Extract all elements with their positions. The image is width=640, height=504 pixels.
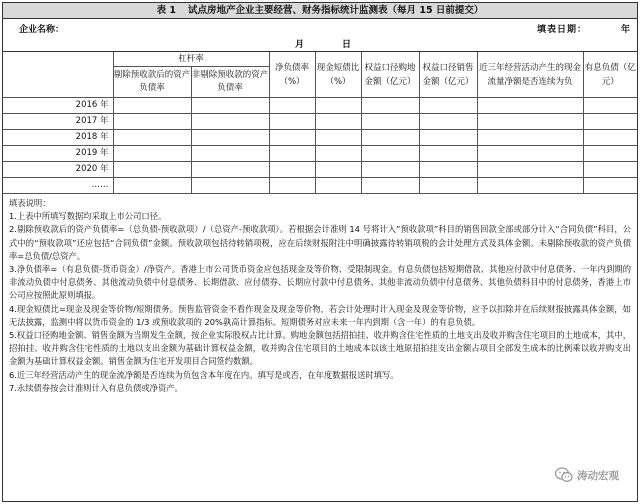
instruction-item: 6.近三年经营活动产生的现金流净额是否连续为负包含本年度在内。填写是或否，在年度数据报送时填写。 [9, 369, 399, 380]
table-cell [361, 114, 419, 130]
table-cell [419, 98, 477, 114]
table-cell [191, 146, 269, 162]
table-cell [191, 162, 269, 178]
table-cell [113, 98, 191, 114]
watermark-text: 涛动宏观 [577, 469, 619, 482]
table-cell [361, 98, 419, 114]
table-row [3, 146, 637, 162]
instruction-item: 3.净负债率=（有息负债-货币资金）/净资产。香港上市公司货币资金应包括现金及等价物、受限制现金。有息负债包括短期借款、其他应付款中付息债务、一年内到期的非流动负债中付息债务、其他流动负债中付息债务、长期借款、应付债券、长期应付款中付息债务、其他非流动负债中付息债务、其他负债科目中的付息债务，香港上市公司应按照此原则填报。 [9, 264, 631, 301]
table-cell [419, 162, 477, 178]
instructions-heading: 填表说明： [9, 198, 51, 208]
table-cell [269, 146, 315, 162]
table-cell [315, 146, 361, 162]
table-cell [361, 162, 419, 178]
fill-date-label: 填表日期： [536, 25, 587, 35]
table-cell [583, 162, 637, 178]
table-cell [269, 114, 315, 130]
wechat-icon [555, 467, 573, 483]
table-cell [191, 130, 269, 146]
table-cell [361, 178, 419, 194]
watermark [555, 467, 619, 483]
fill-month-day [295, 37, 351, 50]
table-cell [583, 146, 637, 162]
table-cell [269, 98, 315, 114]
table-cell [113, 162, 191, 178]
table-row [3, 114, 637, 130]
header-adjusted-liability-ratio: 剔除预收款后的资产负债率 [113, 67, 191, 98]
table-cell [583, 130, 637, 146]
indicator-table [3, 52, 637, 194]
row-year-label: 2016 年 [3, 98, 113, 114]
fill-day-label: 日 [342, 40, 352, 50]
table-row [3, 162, 637, 178]
table-cell [361, 130, 419, 146]
statistics-form-sheet [2, 2, 638, 502]
table-cell [269, 130, 315, 146]
header-unadjusted-liability-ratio: 非剔除预收款的资产负债率 [191, 67, 269, 98]
instruction-item: 4.现金短债比=现金及现金等价物/短期债务。预售监管资金不看作现金及现金等价物，若会计处理时计入现金及现金等价物，应予以扣除并在后续财报披露具体金额，如无法披露，监测中将以货币资金的 1/3 或预收款项的 20%孰高计算指标。短期债务对应未来一年内到期（含一年）的有息负债。 [9, 303, 631, 327]
table-cell [419, 130, 477, 146]
table-cell [583, 178, 637, 194]
company-name-label: 企业名称： [19, 25, 65, 35]
table-cell [477, 162, 583, 178]
table-cell [477, 146, 583, 162]
row-year-label: 2019 年 [3, 146, 113, 162]
header-sales-amount: 权益口径销售金额（亿元） [419, 52, 477, 98]
table-cell [269, 178, 315, 194]
table-cell [477, 114, 583, 130]
table-row [3, 130, 637, 146]
table-row [3, 98, 637, 114]
instruction-item: 5.权益口径购地金额、销售金额为当期发生金额，按企业实际股权占比计算。购地金额包括招拍挂、收并购含住宅性质的土地支出及收并购含住宅项目的土地成本，其中，招拍挂、收并购含住宅性质的土地以支出金额为基础计算权益金额，收并购含住宅项目的土地成本以该土地原招拍挂支出金额占项目全部发生成本的比例乘以收并购支出金额为基础计算权益金额。销售金额为住宅开发项目合同签约数额。 [9, 330, 631, 367]
table-cell [583, 98, 637, 114]
filling-instructions [3, 194, 637, 461]
header-cashflow-negative: 近三年经营活动产生的现金流量净额是否连续为负 [477, 52, 583, 98]
table-cell [361, 146, 419, 162]
header-net-debt-ratio: 净负债率（%） [269, 52, 315, 98]
header-interest-bearing-debt: 有息负债（亿元） [583, 52, 637, 98]
form-title [3, 3, 637, 19]
table-cell [113, 146, 191, 162]
table-cell [419, 178, 477, 194]
table-cell [477, 98, 583, 114]
table-row [3, 178, 637, 194]
fill-date-field [537, 22, 631, 35]
row-year-label: 2020 年 [3, 162, 113, 178]
title-text: 试点房地产企业主要经营、财务指标统计监测表（每月 15 日前提交） [188, 5, 484, 16]
table-cell [269, 162, 315, 178]
table-cell [113, 130, 191, 146]
table-cell [477, 130, 583, 146]
table-cell [315, 98, 361, 114]
table-cell [191, 178, 269, 194]
row-year-label: 2018 年 [3, 130, 113, 146]
fill-month-label: 月 [295, 40, 305, 50]
table-cell [113, 114, 191, 130]
fill-year-label: 年 [620, 25, 631, 35]
table-cell [315, 130, 361, 146]
form-meta [3, 19, 637, 52]
table-cell [477, 178, 583, 194]
row-year-label: 2017 年 [3, 114, 113, 130]
table-cell [315, 162, 361, 178]
instruction-item: 1.上表中所填写数据均采取上市公司口径。 [9, 211, 167, 222]
table-cell [315, 178, 361, 194]
table-cell [191, 98, 269, 114]
header-corner [3, 52, 113, 98]
table-cell [419, 146, 477, 162]
instruction-item: 2.剔除预收款后的资产负债率=（总负债-预收款项）/（总资产-预收款项）。若根据会计准则 14 号将计入“预收款项”科目的销售回款全部或部分计入“合同负债”科目，公式中的“预收款项”还应包括“合同负债”金额。预收款项包括待转销项税，应在后续财报附注中明确披露待转销项税的会计处理方式及具体金额。未剔除预收款的资产负债率=总负债/总资产。 [9, 224, 631, 261]
table-cell [113, 178, 191, 194]
table-cell [419, 114, 477, 130]
table-number: 表 1 [156, 5, 177, 16]
header-cash-short-debt-ratio: 现金短债比（%） [315, 52, 361, 98]
row-year-label: …… [3, 178, 113, 194]
table-cell [191, 114, 269, 130]
leverage-header: 杠杆率 [113, 52, 269, 67]
header-land-purchase: 权益口径购地金额（亿元） [361, 52, 419, 98]
table-cell [583, 114, 637, 130]
instruction-item: 7.永续债券按会计准则计入有息负债或净资产。 [9, 382, 183, 393]
table-cell [315, 114, 361, 130]
